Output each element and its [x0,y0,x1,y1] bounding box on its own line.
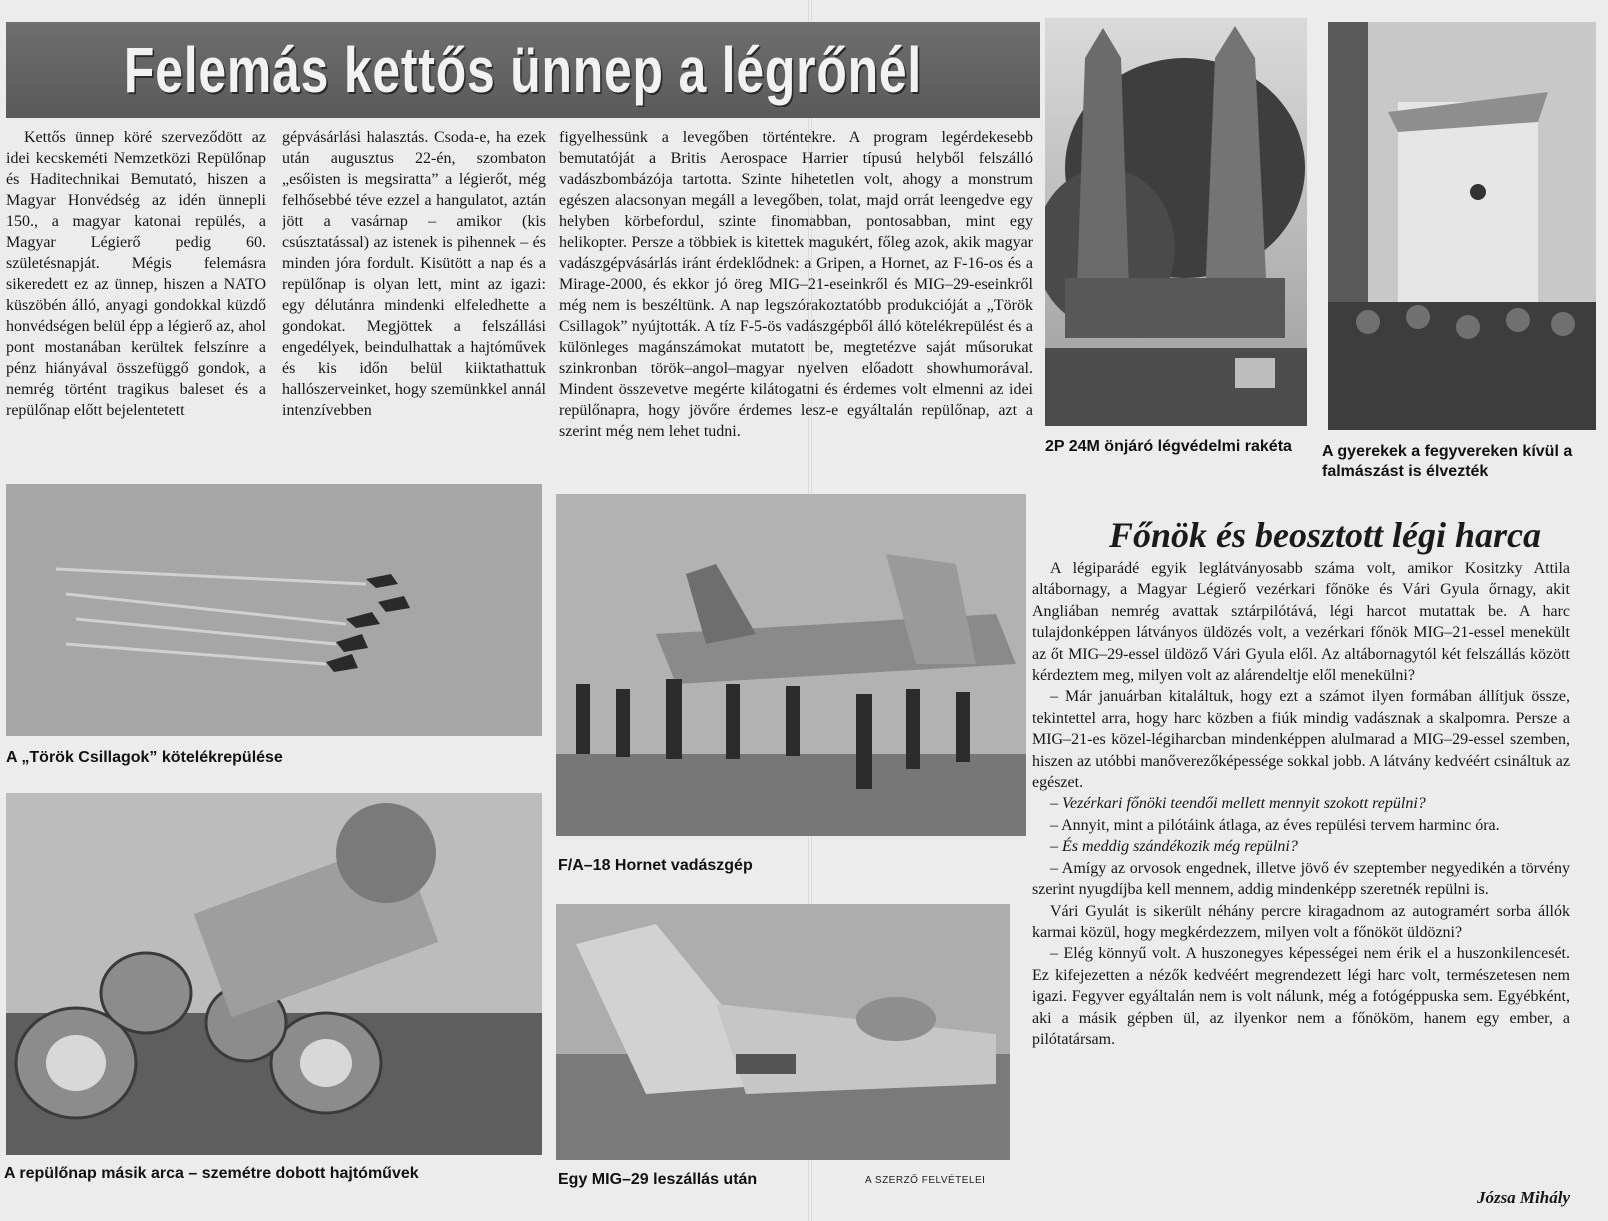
headline-bar [6,22,1040,118]
caption-formation: A „Török Csillagok” kötelékrepülése [6,749,283,766]
photo-formation [6,484,542,736]
photo-hornet [556,494,1026,836]
caption-engines: A repülőnap másik arca – szemétre dobott hajtóművek [4,1165,419,1182]
article-column-3: figyelhessünk a levegőben történtekre. A program legérdekesebb bemutatóját a Britis Aerospace Harrier típusú helyből felszálló vadászbombázója tartotta. Szinte hihetetlen volt, ahogy a monstrum egészen alacsonyan megáll a levegőben, tolat, majd orrát leengedve egy helyben körbefordul, szinte finomabban, pontosabban, mint egy helikopter. Persze a többiek is kitettek magukért, főleg azok, akik magyar vadászgépvásárlás iránt érdeklődnek: a Gripen, a Hornet, az F-16-os és a Mirage-2000, és ekkor jó öreg MIG–21-eseinkről és MIG–29-eseinkről még nem is beszéltünk. A nap legszórakoztatóbb produkcióját a „Török Csillagok” nyújtották. A tíz F-5-ös vadászgépből álló kötelékrepülést és a különleges magánszámokat mutatott be, megtetézve saját műsorukat szinkronban török–angol–magyar nyelven előadott showhumorával. Mindent összevetve megérte kilátogatni és érdemes volt elmenni az idei repülőnapra, hogy jövőre érdemes lesz-e egyáltalán repülőnap, azt a szerint még nem lehet tudni. [559,129,1033,440]
caption-climbing: A gyerekek a fegyvereken kívül a falmászást is élvezték [1322,443,1573,480]
article-paragraph: A légiparádé egyik leglátványosabb száma volt, amikor Kositzky Attila altábornagy, a Magyar Légierő vezérkari főnöke és Vári Gyula őrnagy, akit Angliában nemrég avattak sztárpilótává, légi harcot mutattak be. A harc tulajdonképpen látványos üldözés volt, a vezérkari főnök MIG–21-essel menekült az őt MIG–29-essel üldöző Vári Gyula elől. Az altábornagytól két felszállás között kérdeztem meg, milyen volt az alárendeltje elől menekülni? [1032,560,1570,685]
interview-answer: – Elég könnyű volt. A huszonegyes képességei nem érik el a huszonkilencesét. Ez kifejezetten a nézők kedvéért megrendezett légi harc volt, természetesen nem igazi. Fegyver egyáltalán nem is volt nálunk, még a fotógéppuska sem. Egyébként, aki a másik gépben ül, az ilyenkor nem a főnököm, hanem egy ember, a pilótatársam. [1032,945,1570,1048]
interview-question: – Vezérkari főnöki teendői mellett mennyit szokott repülni? [1050,795,1426,813]
photo-mig29 [556,904,1010,1160]
sidebar-article-title: Főnök és beosztott légi harca [1108,515,1542,555]
article-paragraph: Vári Gyulát is sikerült néhány percre kiragadnom az autogramért sorba állók karmai közül, hogy megkérdezzem, milyen volt a főnököt üldözni? [1032,902,1570,941]
article-paragraph: – Már januárban kitaláltuk, hogy ezt a számot ilyen formában állítjuk össze, tekintettel arra, hogy harc közben a fiúk mindig vadásznak a skalpomra. Persze a MIG–21-es közel-légiharcban mindenképpen alulmarad a MIG–29-essel szemben, hiszen az utóbbi manőverezőképessége sokkal jobb. A látvány kedvéért csináltuk az egészet. [1032,688,1570,792]
photo-engines [6,793,542,1155]
photo-missile [1045,18,1307,426]
photo-credit: A SZERZŐ FELVÉTELEI [865,1175,986,1186]
caption-mig29: Egy MIG–29 leszállás után [558,1171,758,1188]
author-byline: Józsa Mihály [1476,1188,1570,1207]
interview-question: – És meddig szándékozik még repülni? [1050,838,1298,856]
caption-missile: 2P 24M önjáró légvédelmi rakéta [1045,438,1292,455]
photo-climbing-wall [1328,22,1596,430]
interview-answer: – Annyit, mint a pilótáink átlaga, az éves repülési tervem harminc óra. [1050,816,1500,834]
article-column-2: gépvásárlási halasztás. Csoda-e, ha ezek után augusztus 22-én, szombaton „esőisten is megsiratta” a légierőt, még felhősebbé téve ezzel a hangulatot, aztán jött a vasárnap – amikor (kis csúsztatással) az istenek is pihennek – és minden jóra fordult. Kisütött a nap és a repülőnap is olyan lett, mint az igazi: egy délutánra mindenki elfeledhette a gondokat. Megjöttek a felszállási engedélyek, beindulhattak a hajtóművek és kis időn belül kiiktathattuk hallószerveinket, hogy szemünkkel annál intenzívebben [282,129,546,419]
headline: Felemás kettős ünnep a légrőnél [123,34,923,106]
sidebar-article-body [1032,558,1570,1166]
caption-hornet: F/A–18 Hornet vadászgép [558,857,753,874]
interview-answer: – Amígy az orvosok engednek, illetve jövő év szeptember negyedikén a törvény szerint nyugdíjba kell mennem, addig mindenképp szeretnék repülni is. [1032,859,1570,899]
article-column-1: Kettős ünnep köré szerveződött az idei kecskeméti Nemzetközi Repülőnap és Haditechnikai Bemutató, hiszen a Magyar Honvédség az idén ünnepli 150., a magyar katonai repülés, a Magyar Légierő pedig 60. születésnapját. Mégis felemásra sikeredett ez az ünnep, hiszen a NATO küszöbén álló, anyagi gondokkal küzdő honvédségen belül épp a légierő az, ahol pont mostanában kerültek felszínre a pénz hiányával összefüggő gondok, a nemrég történt tragikus baleset és a repülőnap előtt bejelentetett [6,129,266,419]
